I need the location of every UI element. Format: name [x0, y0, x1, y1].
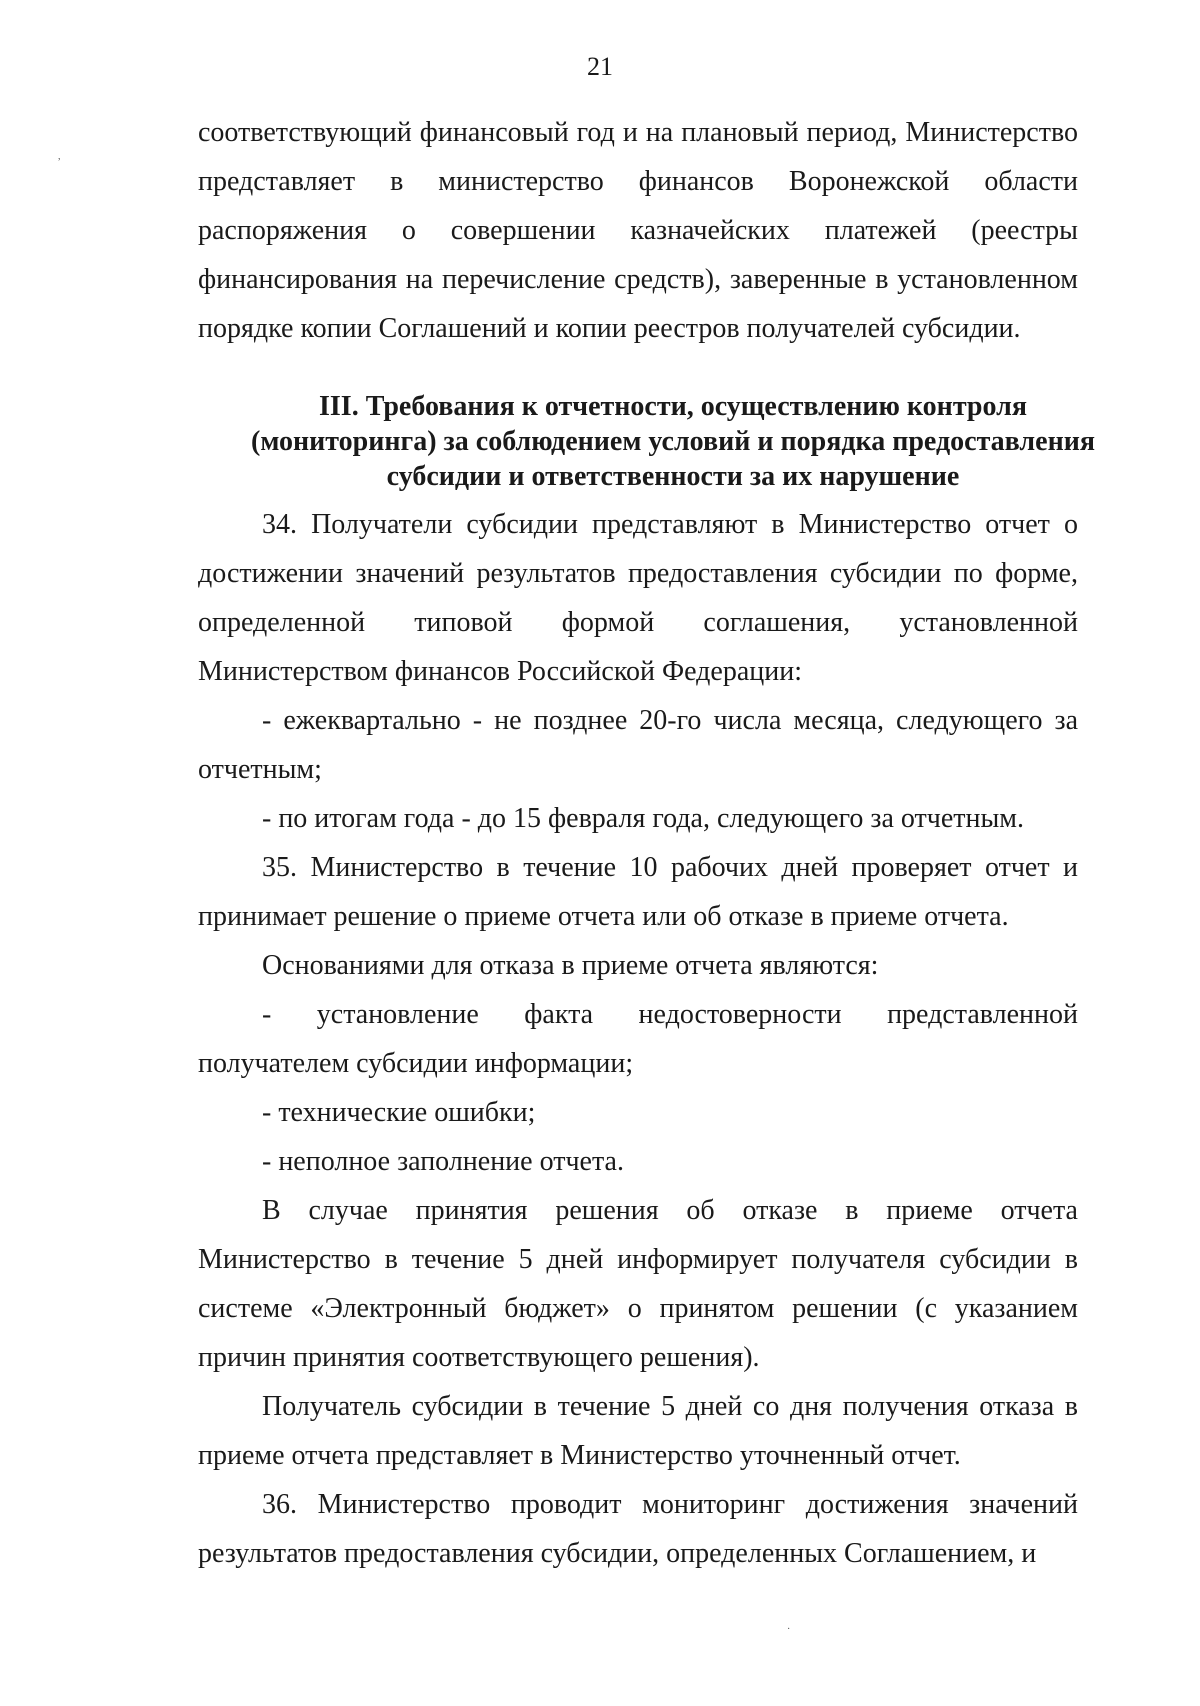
- section-body: [198, 500, 1078, 1578]
- list-item-false-info: - установление факта недостоверности представленной получателем субсидии информации;: [198, 999, 1078, 1079]
- page-number: 21: [587, 52, 613, 81]
- section-heading-line-1: III. Требования к отчетности, осуществлению контроля: [319, 391, 1027, 422]
- list-item-annual: - по итогам года - до 15 февраля года, следующего за отчетным.: [262, 803, 1025, 834]
- paragraph-corrected-report: Получатель субсидии в течение 5 дней со дня получения отказа в приеме отчета представляет в Министерство уточненный отчет.: [198, 1391, 1078, 1471]
- scan-speck: ·: [787, 1624, 791, 1635]
- intro-paragraph-block: [198, 108, 1078, 353]
- paragraph-36: 36. Министерство проводит мониторинг достижения значений результатов предоставления субсидии, определенных Соглашением, и: [198, 1489, 1078, 1569]
- paragraph-34: 34. Получатели субсидии представляют в Министерство отчет о достижении значений результатов предоставления субсидии по форме, определенной типовой формой соглашения, установленной Министерством финансов Российской Федерации:: [198, 509, 1078, 687]
- list-item-technical-errors: - технические ошибки;: [262, 1097, 536, 1128]
- paragraph-refusal-notice: В случае принятия решения об отказе в приеме отчета Министерство в течение 5 дней информирует получателя субсидии в системе «Электронный бюджет» о принятом решении (с указанием причин принятия соответствующего решения).: [198, 1195, 1078, 1373]
- section-heading: [198, 389, 1148, 494]
- refusal-grounds-intro: Основаниями для отказа в приеме отчета являются:: [262, 950, 879, 981]
- section-heading-line-3: субсидии и ответственности за их нарушение: [386, 461, 960, 492]
- list-item-incomplete-report: - неполное заполнение отчета.: [262, 1146, 624, 1177]
- intro-paragraph: соответствующий финансовый год и на плановый период, Министерство представляет в министерство финансов Воронежской области распоряжения о совершении казначейских платежей (реестры финансирования на перечисление средств), заверенные в установленном порядке копии Соглашений и копии реестров получателей субсидии.: [198, 117, 1078, 344]
- section-heading-line-2: (мониторинга) за соблюдением условий и порядка предоставления: [251, 426, 1095, 457]
- paragraph-35: 35. Министерство в течение 10 рабочих дней проверяет отчет и принимает решение о приеме отчета или об отказе в приеме отчета.: [198, 852, 1078, 932]
- list-item-quarterly: - ежеквартально - не позднее 20-го числа месяца, следующего за отчетным;: [198, 705, 1078, 785]
- scan-speck: ,: [58, 151, 61, 162]
